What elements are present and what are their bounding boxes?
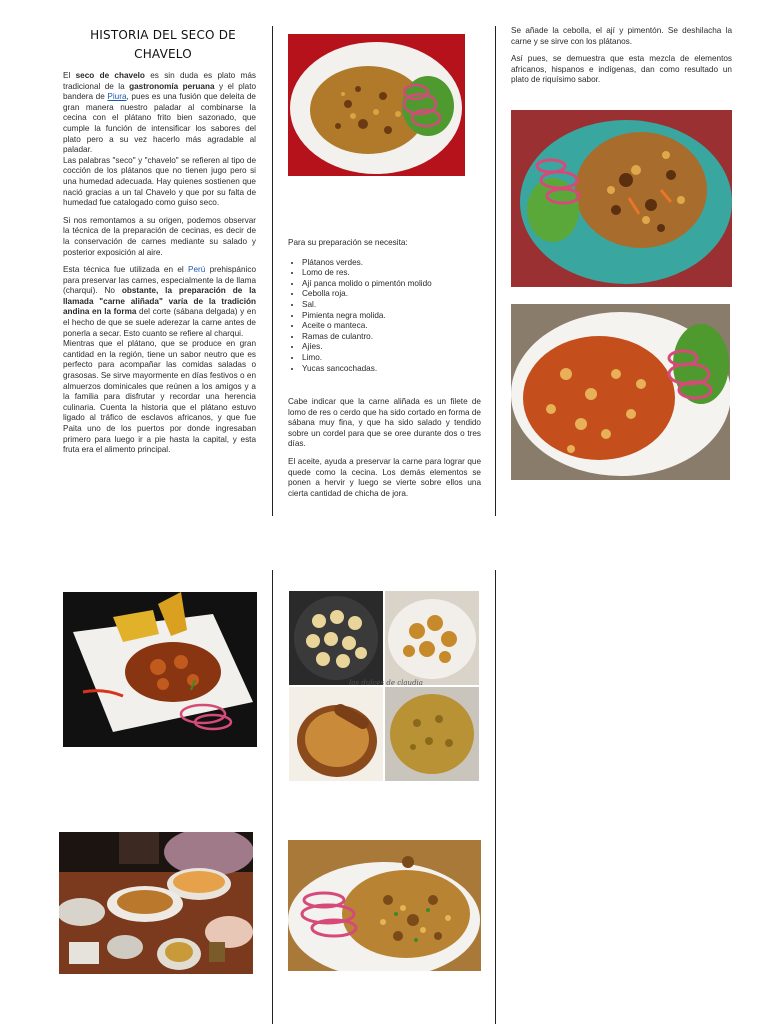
list-item: • Cebolla roja. — [302, 289, 481, 300]
paragraph-platano: Mientras que el plátano, que se produce en gran cantidad en la región, tiene un sabor neutro que es perfecto para acompañar las comidas saladas o grasosas. Se sirve mayormente en días festivos o en almuerzos dominicales que reúnen a los amigos y a la familia para disfrutar y recordar una herencia culinaria. Cuenta la historia que el plátano estuvo ligado al tráfico de esclavos africanos, y que fue Paita uno de los puertos por donde ingresaban primero para luego ir a pie hasta la capital, y esta fruta era el alimento principal. — [63, 339, 256, 455]
column-divider-top-left — [272, 26, 273, 516]
column-divider-top-right — [495, 26, 496, 516]
paragraph-conclusion: Así pues, se demuestra que esta mezcla de elementos africanos, hispanos e indígenas, dan como resultado un plato de riquísimo sabor. — [511, 54, 732, 85]
list-item: • Aceite o manteca. — [302, 321, 481, 332]
paragraph-intro: El seco de chavelo es sin duda es plato más tradicional de la gastronomía peruana y el plato bandera de Piura, pues es una fusión que deleita de gran manera nuestro paladar al combinarse la cecina con el plátano frito bien sazonado, que cumple la función de intensificar los sabores del plato pero a su vez hacerlo más agradable al paladar. — [63, 71, 257, 155]
paragraph-aceite: El aceite, ayuda a preservar la carne para lograr que quede como la cecina. Los demás elementos se ponen a hervir y luego se vierte sobre ellos una cierta cantidad de chicha de jora. — [288, 456, 481, 498]
collage-watermark: los dulces de claudia — [349, 679, 423, 687]
list-item: • Ajíes. — [302, 342, 481, 353]
paragraph-carne: Cabe indicar que la carne aliñada es un filete de lomo de res o cerdo que ha sido cortado en forma de sábana muy fina, y que ha sido salado y tendido sobre un cordel para que se oree durante dos o tres días. — [288, 397, 481, 449]
link-peru[interactable]: Perú — [187, 265, 206, 275]
column-divider-bottom-right — [495, 570, 496, 1024]
paragraph-serve: Se añade la cebolla, el ají y pimentón. Se deshilacha la carne y se sirve con los plátanos. — [511, 26, 732, 46]
ingredients-block — [288, 238, 481, 374]
photo-collage-preparation — [289, 591, 479, 781]
list-item: • Yucas sancochadas. — [302, 364, 481, 375]
list-item: • Ají panca molido o pimentón molido — [302, 279, 481, 290]
list-item: • Lomo de res. — [302, 268, 481, 279]
list-item: • Sal. — [302, 300, 481, 311]
paragraph-origin: Si nos remontamos a su origen, podemos observar la técnica de la preparación de cecinas, es decir de la conservación de carnes mediante su salado y posterior exposición al aire. — [63, 215, 256, 257]
paragraph-names: Las palabras "seco" y "chavelo" se refieren al tipo de cocción de los plátanos que no tienen jugo pero si una humedad adecuada. Hay quienes sostienen que nació gracias a un tal Chavelo y que por su falta de humedad fue catalogado como guiso seco. — [63, 155, 256, 208]
photo-restaurant-table — [59, 832, 253, 974]
conclusion-text — [511, 26, 732, 93]
photo-seco-closeup — [288, 840, 481, 971]
column-divider-bottom-left — [272, 570, 273, 1024]
preparation-text — [288, 397, 481, 506]
list-item: • Ramas de culantro. — [302, 332, 481, 343]
photo-seco-red-background — [288, 34, 465, 176]
ingredients-list — [288, 258, 481, 375]
paragraph-technique: Esta técnica fue utilizada en el Perú prehispánico para preservar las carnes, especialmente la de llama (charqui). No obstante, la preparación de la llamada "carne aliñada" varía de la tradición andina en la forma del corte (sábana delgada) y en el hecho de que se suele aderezar la carne antes de ponerla a secar. Esto cuanto se refiere al charqui. — [63, 265, 257, 338]
photo-seco-teal-plate — [511, 110, 732, 287]
list-item: • Plátanos verdes. — [302, 258, 481, 269]
link-piura[interactable]: Piura — [107, 92, 127, 102]
list-item: • Pimienta negra molida. — [302, 311, 481, 322]
page-title: HISTORIA DEL SECO DE CHAVELO — [90, 28, 236, 61]
ingredients-intro: Para su preparación se necesita: — [288, 238, 408, 247]
photo-seco-white-plate — [511, 304, 730, 480]
photo-seco-dark-plated — [63, 592, 257, 747]
list-item: • Limo. — [302, 353, 481, 364]
history-text — [63, 71, 256, 463]
